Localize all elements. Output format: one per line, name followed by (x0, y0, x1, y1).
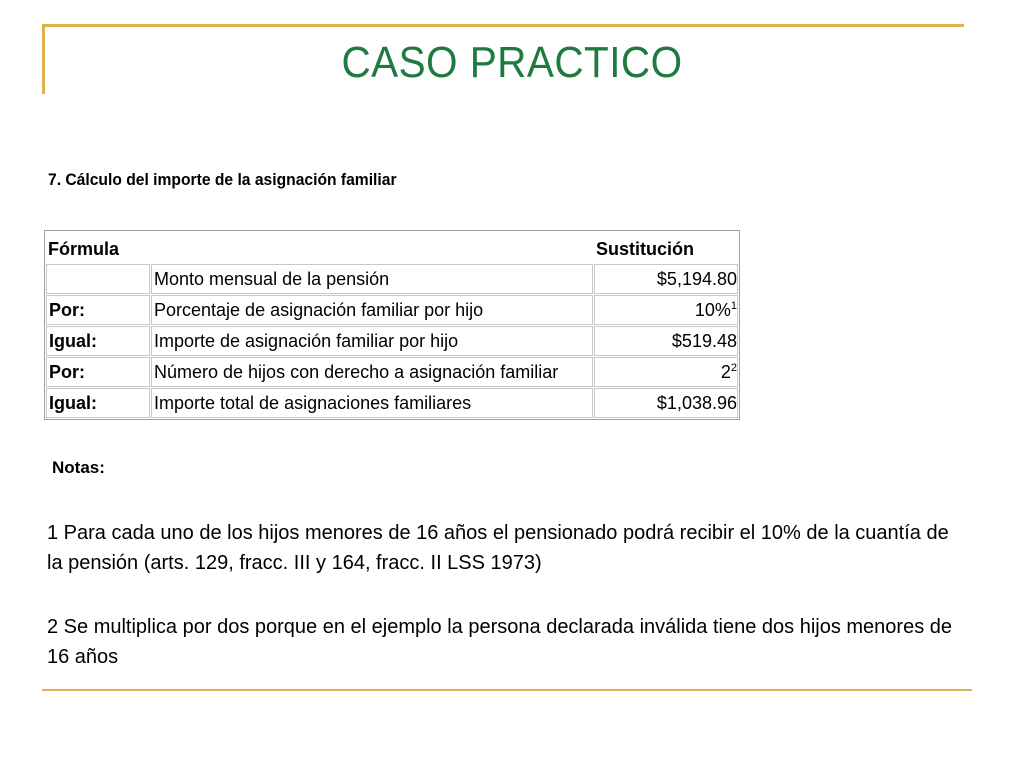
value-text: 10% (694, 299, 731, 320)
value-text: $1,038.96 (656, 392, 737, 413)
table-row (46, 326, 738, 356)
row-label: Igual: (46, 326, 150, 356)
row-label: Por: (46, 295, 150, 325)
value-text: 2 (720, 361, 731, 382)
notes-heading: Notas: (52, 458, 105, 477)
value-text: $519.48 (671, 330, 737, 351)
note-2: 2 Se multiplica por dos porque en el ejemplo la persona declarada inválida tiene dos hijos menores de 16 años (47, 616, 952, 668)
table-row (46, 357, 738, 387)
slide-title: CASO PRACTICO (341, 38, 683, 87)
substitution-header: Sustitución (596, 238, 694, 259)
row-label: Por: (46, 357, 150, 387)
value-text: $5,194.80 (656, 268, 737, 289)
section-subtitle: 7. Cálculo del importe de la asignación familiar (48, 170, 397, 189)
row-description: Importe de asignación familiar por hijo (151, 326, 593, 356)
row-value (594, 357, 738, 387)
formula-header: Fórmula (48, 238, 120, 259)
table-header-row (46, 232, 738, 263)
footnote-marker: 2 (730, 361, 737, 374)
calculation-table (44, 230, 740, 420)
row-value (594, 388, 738, 418)
table-row (46, 295, 738, 325)
row-value (594, 295, 738, 325)
row-description: Número de hijos con derecho a asignación familiar (151, 357, 593, 387)
frame-top-line (42, 24, 964, 27)
row-value (594, 264, 738, 294)
frame-bottom-line (42, 689, 972, 691)
note-1: 1 Para cada uno de los hijos menores de 16 años el pensionado podrá recibir el 10% de la cuantía de la pensión (arts. 129, fracc. III y 164, fracc. II LSS 1973) (47, 522, 949, 574)
row-description: Porcentaje de asignación familiar por hijo (151, 295, 593, 325)
row-label (46, 264, 150, 294)
row-label: Igual: (46, 388, 150, 418)
table-row (46, 388, 738, 418)
table-row (46, 264, 738, 294)
row-description: Importe total de asignaciones familiares (151, 388, 593, 418)
footnote-marker: 1 (730, 299, 737, 312)
row-value (594, 326, 738, 356)
row-description: Monto mensual de la pensión (151, 264, 593, 294)
